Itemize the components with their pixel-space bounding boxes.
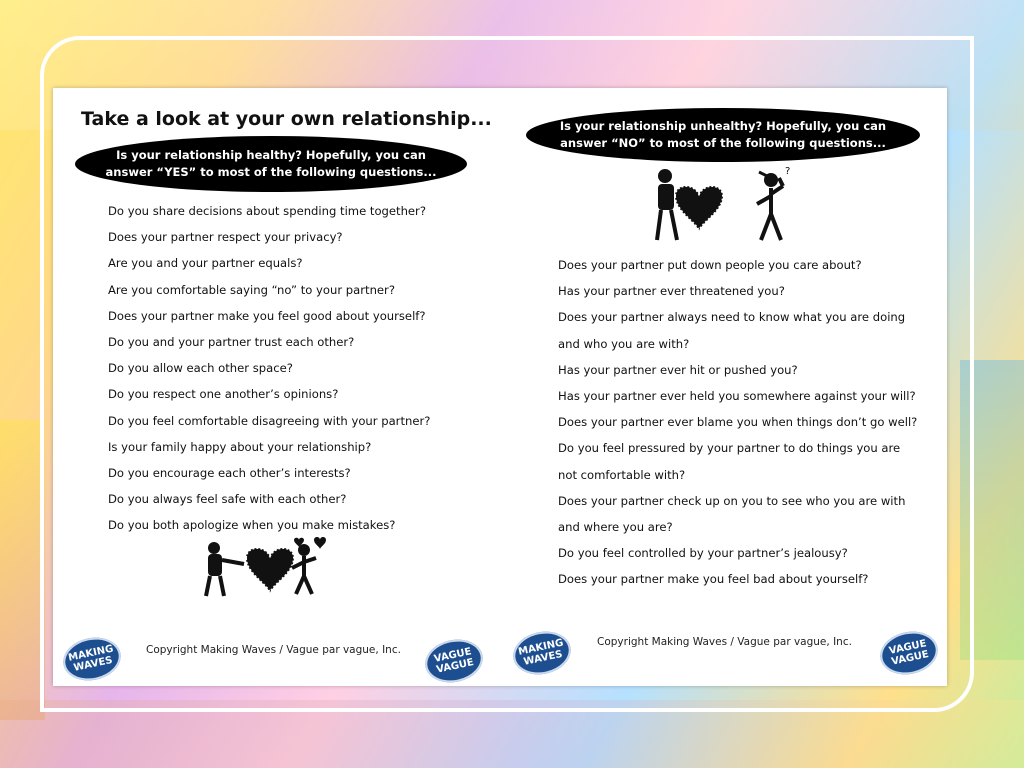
confused-figure-illustration bbox=[649, 166, 809, 248]
unhealthy-banner bbox=[526, 108, 920, 162]
copyright-text: Copyright Making Waves / Vague par vague, Inc. bbox=[597, 636, 852, 648]
question-item: Do you share decisions about spending time together? bbox=[108, 204, 426, 218]
question-item: Do you encourage each other’s interests? bbox=[108, 465, 351, 480]
healthy-question-list bbox=[108, 198, 430, 538]
question-item: Do you both apologize when you make mistakes? bbox=[108, 518, 396, 533]
question-item: Is your family happy about your relationship? bbox=[108, 439, 372, 454]
question-item: Has your partner ever hit or pushed you? bbox=[558, 362, 798, 377]
banner-line-1: Is your relationship healthy? Hopefully, you can bbox=[116, 148, 426, 162]
question-item: Has your partner ever held you somewhere against your will? bbox=[558, 388, 916, 403]
copyright-text: Copyright Making Waves / Vague par vague, Inc. bbox=[146, 644, 401, 656]
background-streak bbox=[0, 420, 45, 720]
question-item: Are you comfortable saying “no” to your partner? bbox=[108, 282, 395, 297]
question-item: Do you allow each other space? bbox=[108, 361, 293, 376]
vague-logo: VAGUE VAGUE bbox=[421, 634, 486, 687]
question-item: Do you feel pressured by your partner to do things you are bbox=[558, 441, 901, 456]
question-item: Does your partner ever blame you when things don’t go well? bbox=[558, 415, 918, 430]
question-item: Do you feel controlled by your partner’s jealousy? bbox=[558, 546, 848, 561]
question-item: Has your partner ever threatened you? bbox=[558, 284, 785, 299]
unhealthy-question-list bbox=[558, 252, 917, 592]
question-item: Does your partner put down people you care about? bbox=[558, 258, 862, 272]
question-item: Are you and your partner equals? bbox=[108, 256, 303, 271]
heart-couple-illustration bbox=[198, 536, 338, 608]
vague-logo: VAGUE VAGUE bbox=[876, 626, 941, 679]
svg-text:?: ? bbox=[785, 166, 791, 177]
question-item: Do you always feel safe with each other? bbox=[108, 492, 347, 507]
right-page bbox=[503, 88, 947, 686]
question-item: not comfortable with? bbox=[558, 467, 686, 482]
healthy-banner bbox=[75, 136, 467, 192]
question-item: and who you are with? bbox=[558, 336, 690, 351]
left-page bbox=[53, 88, 503, 686]
banner-line-2: answer “YES” to most of the following questions... bbox=[105, 165, 437, 179]
question-item: Do you feel comfortable disagreeing with your partner? bbox=[108, 413, 431, 428]
banner-line-2: answer “NO” to most of the following questions... bbox=[560, 136, 886, 150]
question-item: Do you and your partner trust each other? bbox=[108, 334, 355, 349]
question-item: Do you respect one another’s opinions? bbox=[108, 387, 339, 402]
making-waves-logo: MAKING WAVES bbox=[509, 626, 574, 679]
question-item: and where you are? bbox=[558, 519, 673, 534]
question-item: Does your partner respect your privacy? bbox=[108, 230, 343, 245]
question-item: Does your partner always need to know what you are doing bbox=[558, 310, 906, 325]
question-item: Does your partner check up on you to see who you are with bbox=[558, 493, 906, 508]
making-waves-logo: MAKING WAVES bbox=[59, 632, 124, 685]
brochure-sheet bbox=[53, 88, 947, 686]
question-item: Does your partner make you feel bad about yourself? bbox=[558, 572, 869, 587]
banner-line-1: Is your relationship unhealthy? Hopefully, you can bbox=[559, 119, 887, 133]
page-heading: Take a look at your own relationship... bbox=[81, 108, 492, 130]
question-item: Does your partner make you feel good about yourself? bbox=[108, 308, 426, 323]
